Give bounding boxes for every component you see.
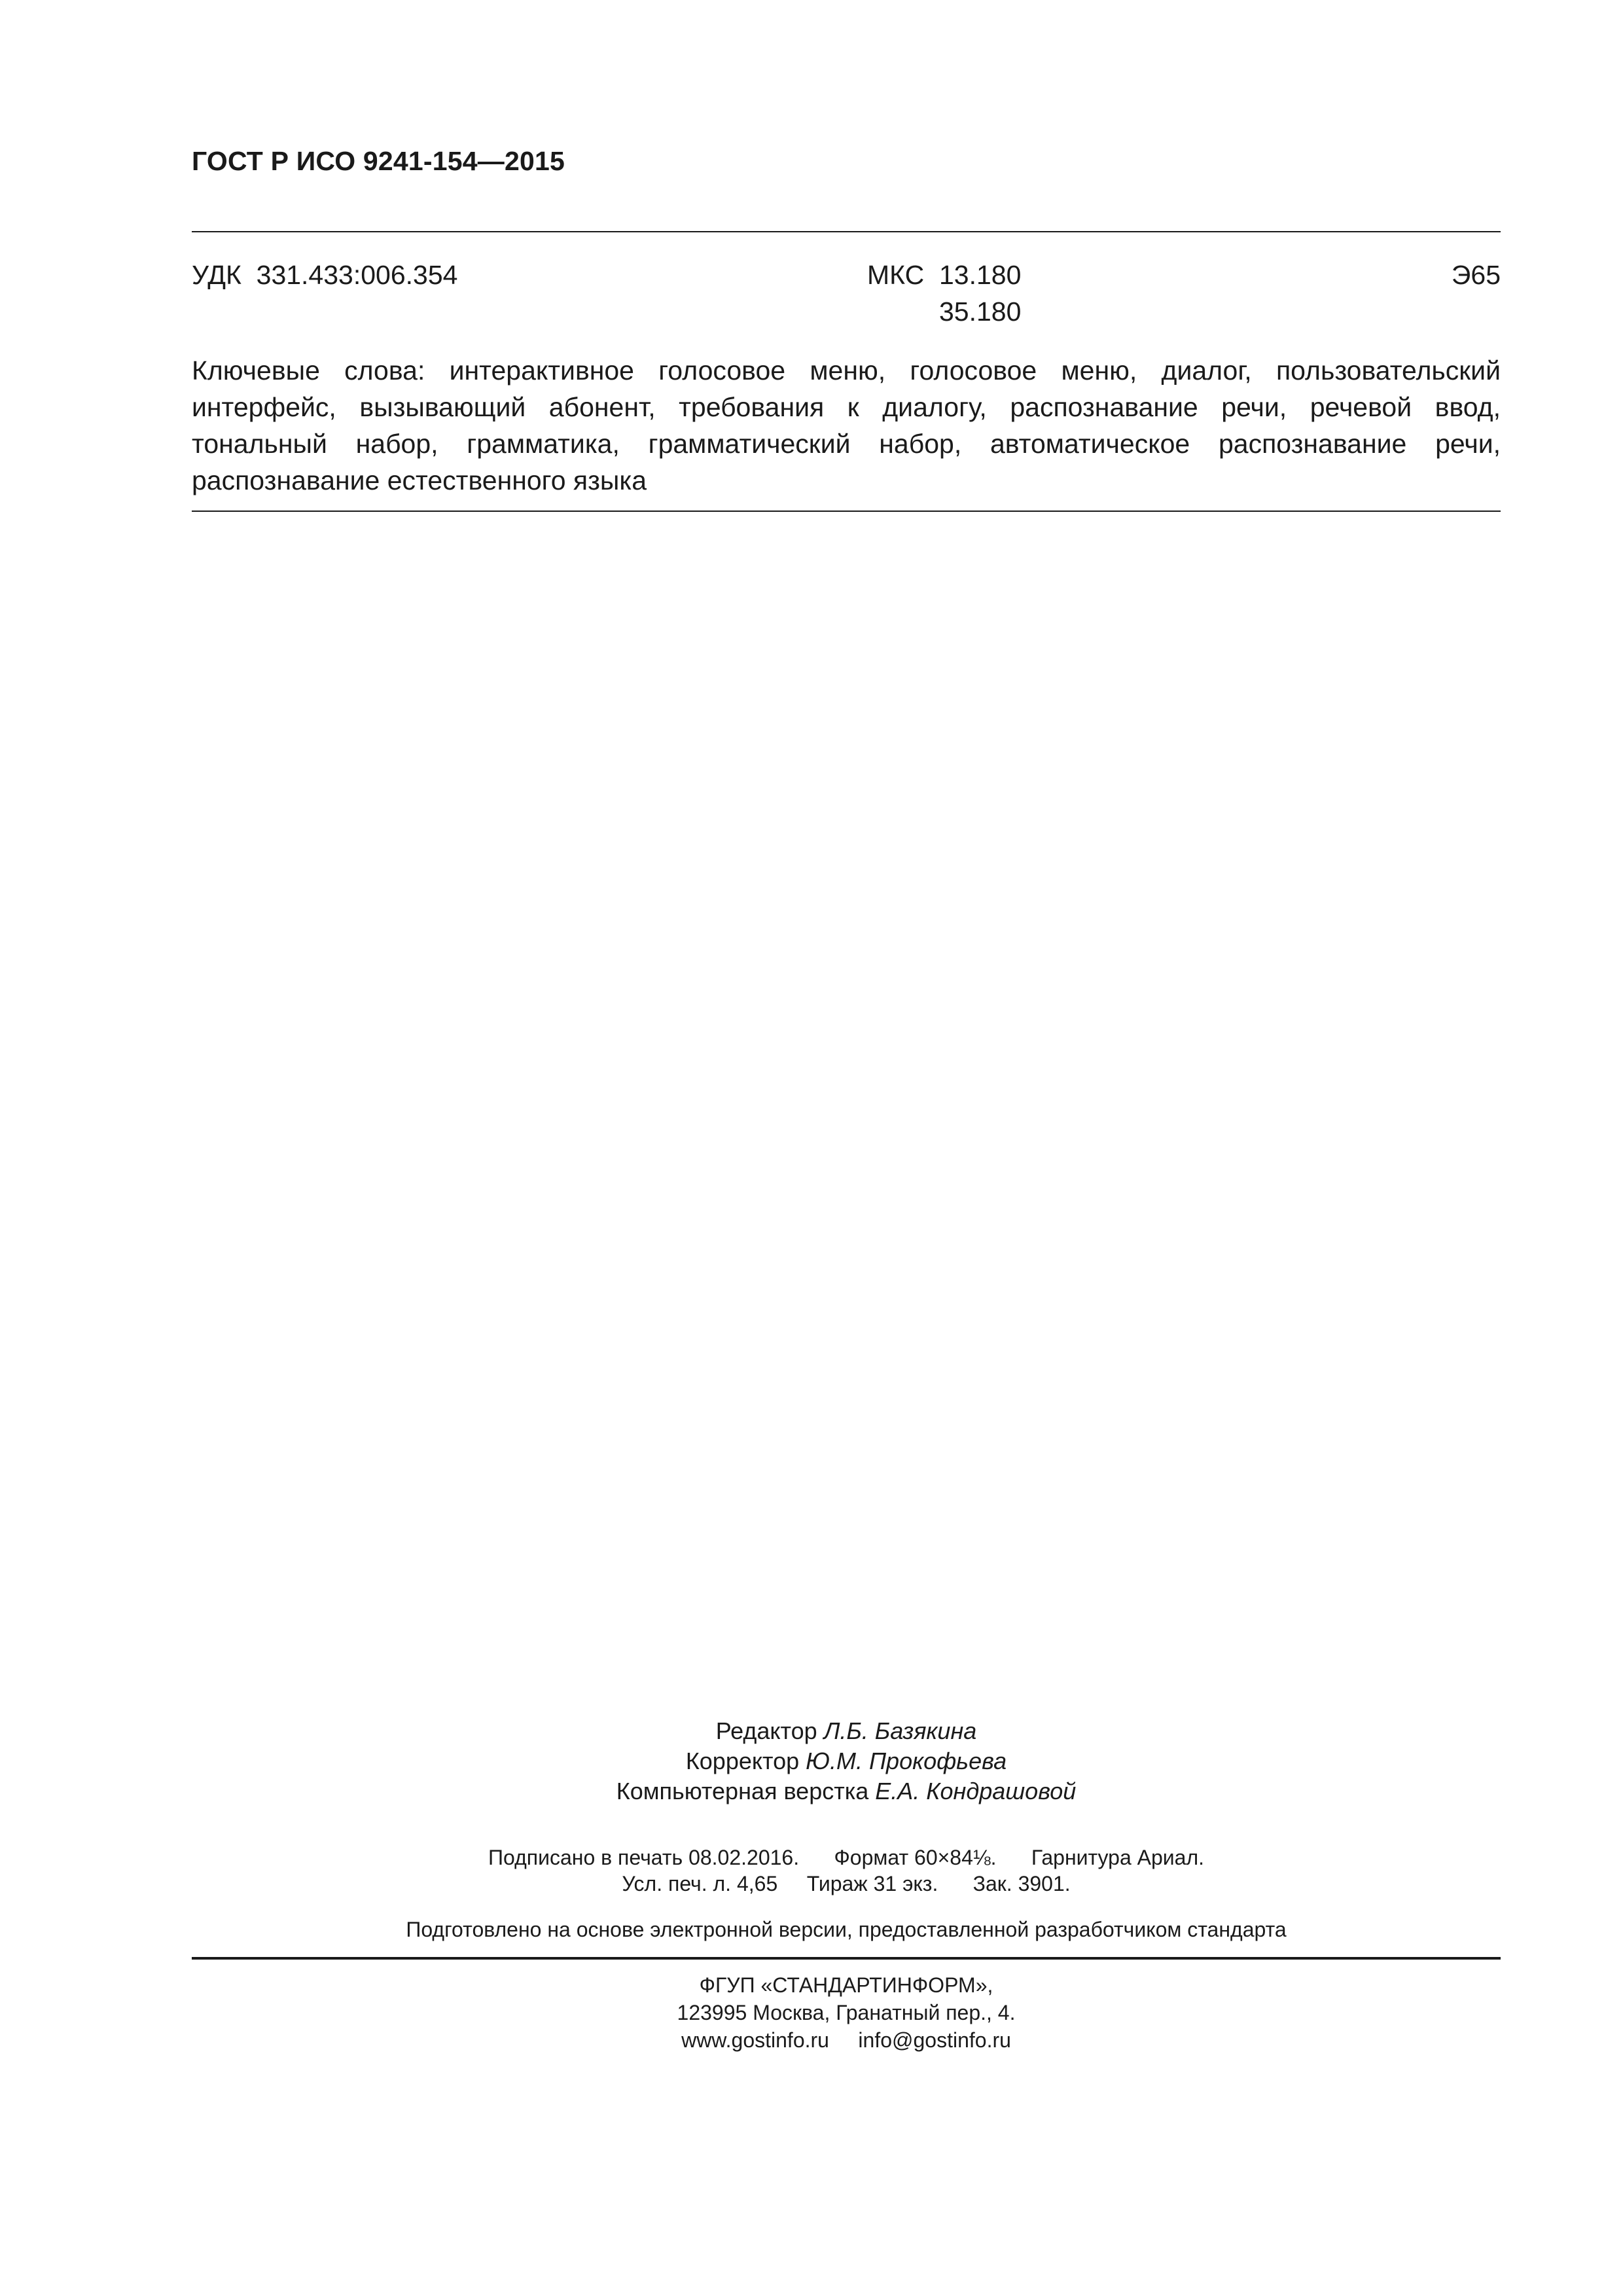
editor-name: Л.Б. Базякина	[823, 1717, 977, 1744]
credits-block	[192, 1716, 1501, 1806]
publisher-name: ФГУП «СТАНДАРТИНФОРМ»,	[699, 1973, 993, 1997]
publisher-address: 123995 Москва, Гранатный пер., 4.	[677, 2001, 1016, 2024]
corrector-name: Ю.М. Прокофьева	[806, 1748, 1007, 1774]
layout-name: Е.А. Кондрашовой	[875, 1778, 1077, 1804]
okstu-code: Э65	[1451, 260, 1501, 290]
udk-code: УДК 331.433:006.354	[192, 260, 458, 290]
publisher-block	[192, 1971, 1501, 2054]
editor-label: Редактор	[715, 1717, 824, 1744]
corrector-credit	[192, 1746, 1501, 1776]
classification-codes	[192, 257, 1501, 329]
layout-label: Компьютерная верстка	[616, 1778, 876, 1804]
document-id: ГОСТ Р ИСО 9241-154—2015	[192, 146, 565, 176]
prepared-note: Подготовлено на основе электронной версии, предоставленной разработчиком стандарта	[406, 1918, 1287, 1941]
keywords-divider	[192, 511, 1501, 512]
mks-code-2: 35.180	[939, 296, 1022, 327]
keywords-paragraph: Ключевые слова: интерактивное голосовое меню, голосовое меню, диалог, пользовательский интерфейс, вызывающий абонент, требования к диалогу, распознавание речи, речевой ввод, тональный набор, грамматика, грамматический набор, автоматическое распознавание речи, распознавание естественного языка	[192, 355, 1501, 495]
print-info-block	[192, 1844, 1501, 1897]
mks-code-1: МКС 13.180	[867, 260, 1022, 290]
layout-credit	[192, 1776, 1501, 1806]
print-info-line-1: Подписано в печать 08.02.2016. Формат 60×84⅛. Гарнитура Ариал.	[488, 1846, 1204, 1869]
publisher-divider	[192, 1957, 1501, 1960]
top-divider	[192, 231, 1501, 232]
editor-credit	[192, 1716, 1501, 1746]
mks-codes	[867, 257, 1021, 330]
corrector-label: Корректор	[685, 1748, 806, 1774]
publisher-contacts: www.gostinfo.ru info@gostinfo.ru	[681, 2028, 1011, 2052]
print-info-line-2: Усл. печ. л. 4,65 Тираж 31 экз. Зак. 3901.	[622, 1872, 1071, 1895]
